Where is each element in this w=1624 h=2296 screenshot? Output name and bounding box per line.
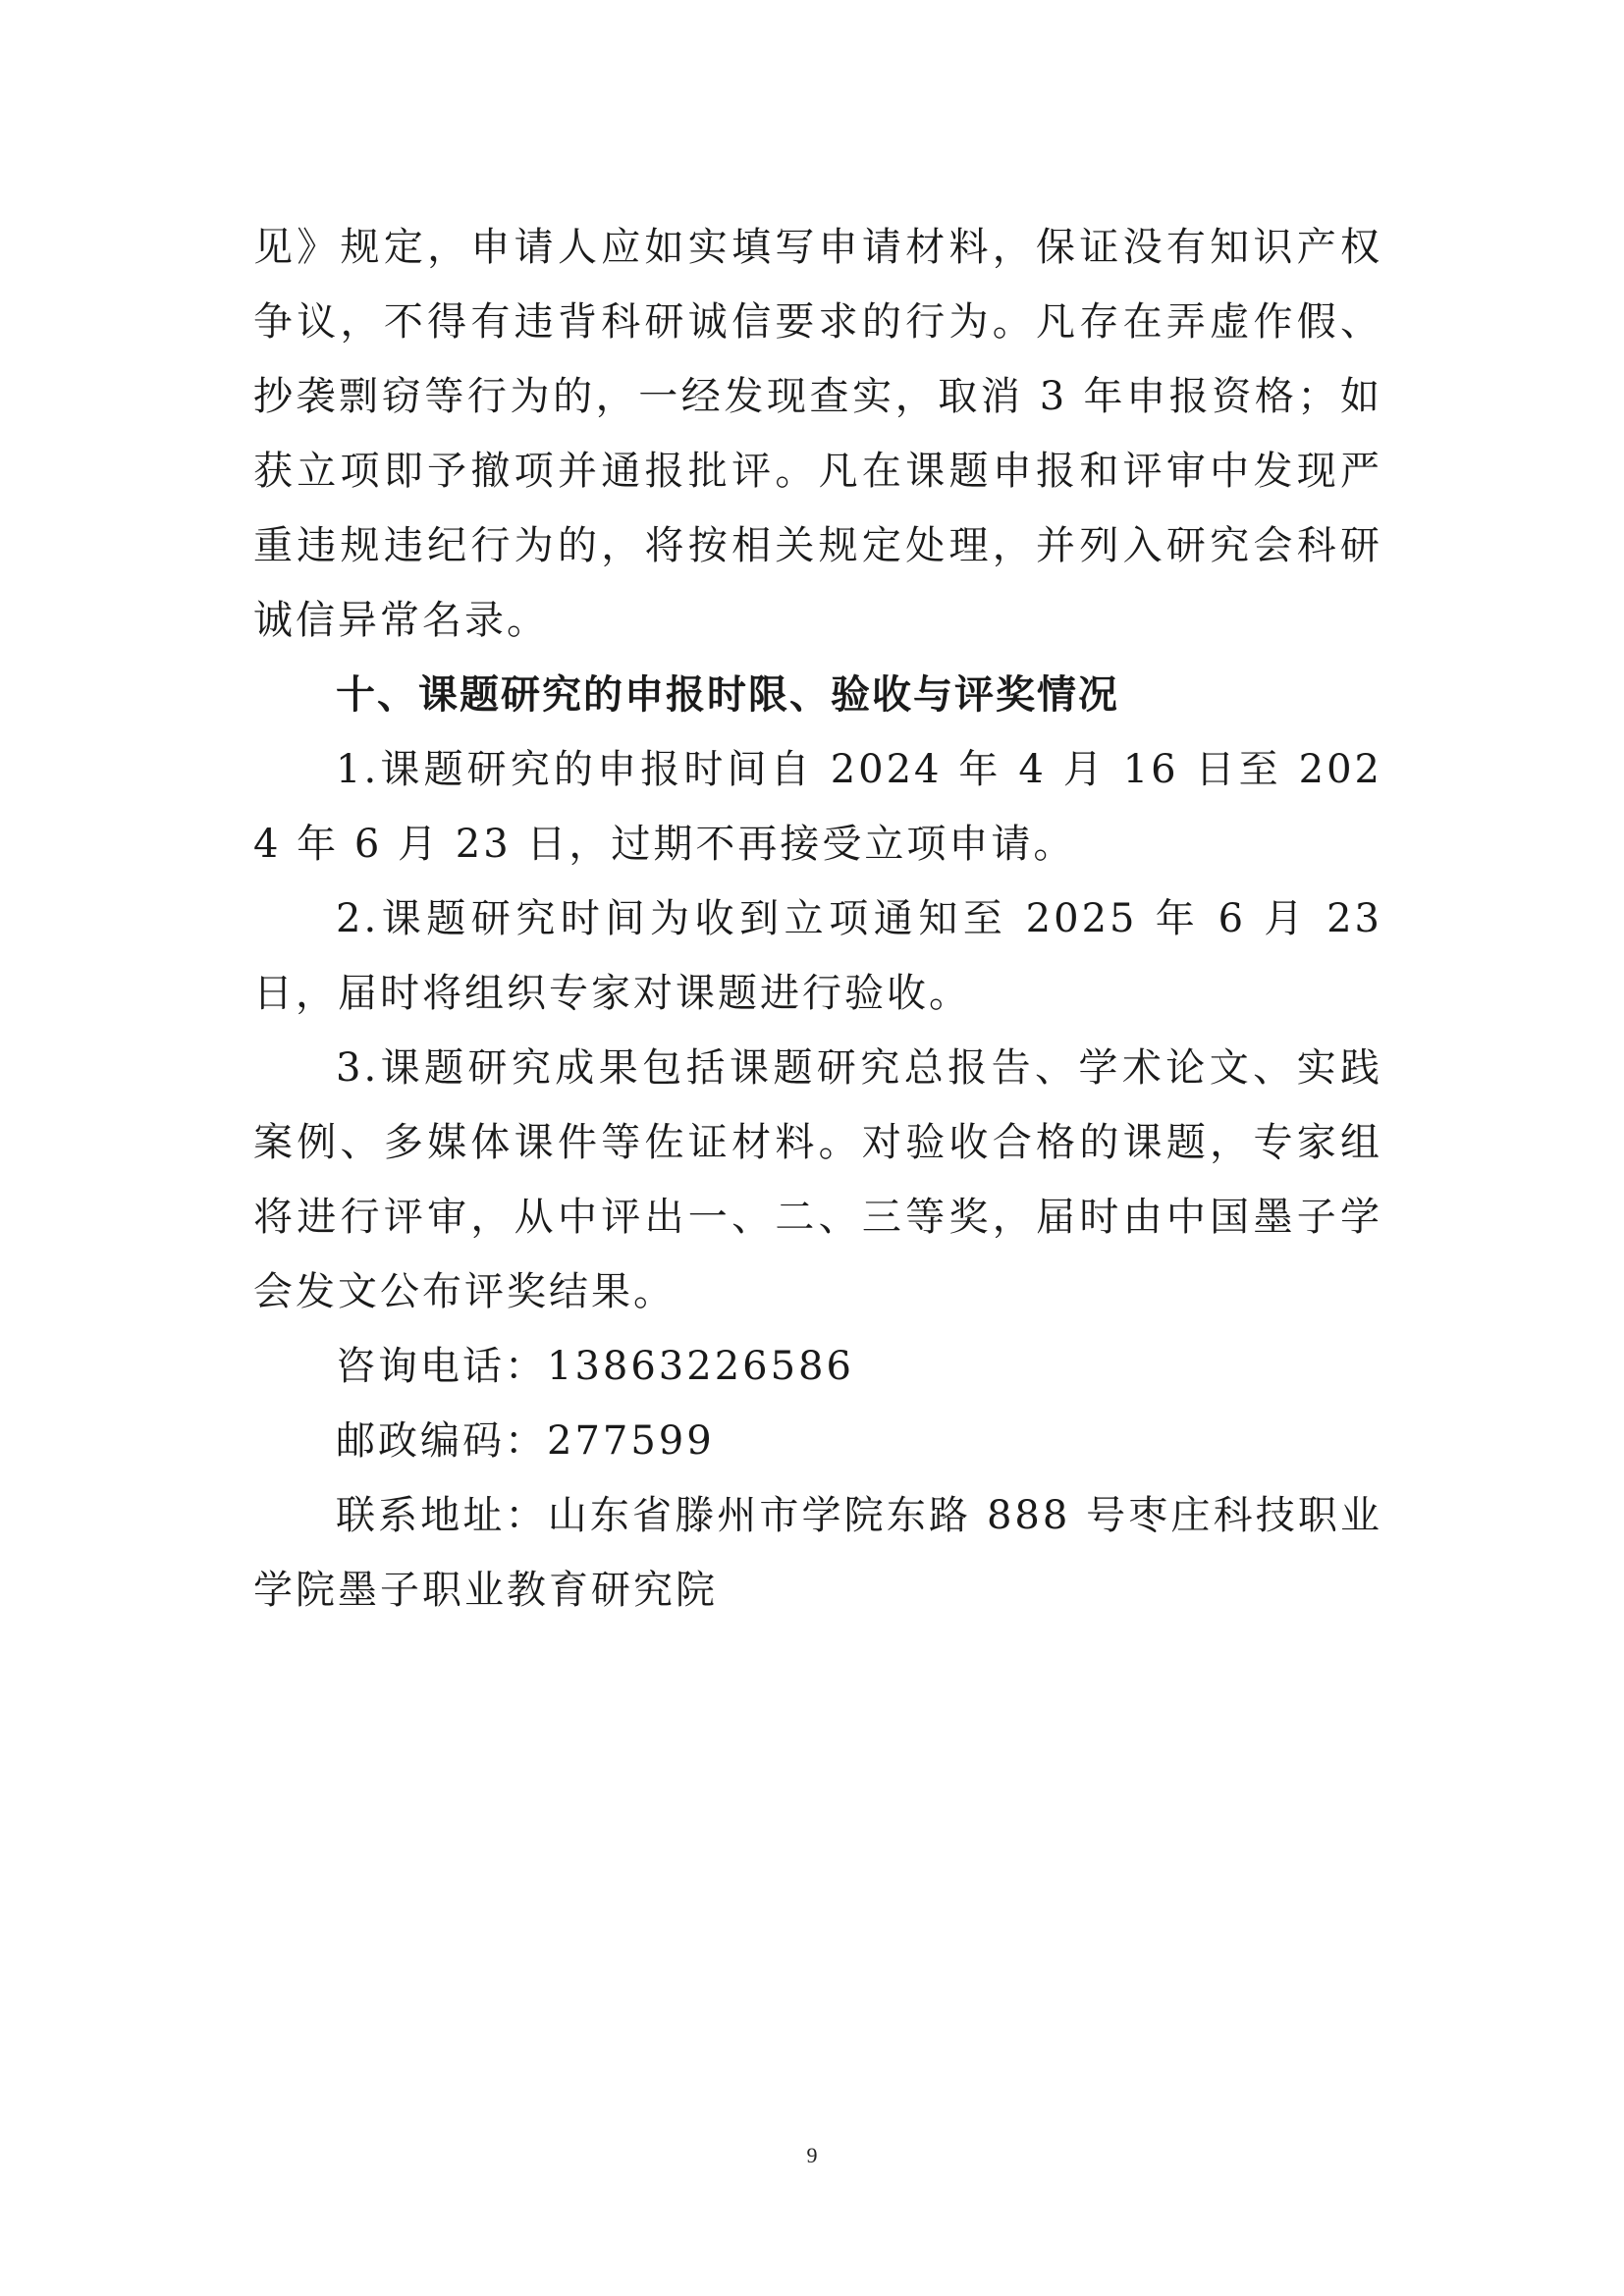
contact-postcode: 邮政编码：277599 [336,1418,715,1464]
paragraph-research-period: 2.课题研究时间为收到立项通知至 2025 年 6 月 23 日，届时将组织专家对课题进行验收。 [253,896,1382,1016]
section-heading-ten: 十、课题研究的申报时限、验收与评奖情况 [336,672,1119,718]
page-number: 9 [806,2143,818,2167]
paragraph-integrity-statement: 见》规定，申请人应如实填写申请材料，保证没有知识产权争议，不得有违背科研诚信要求的行为。凡存在弄虚作假、抄袭剽窃等行为的，一经发现查实，取消 3 年申报资格；如获立项即予撤项并通报批评。凡在课题申报和评审中发现严重违规违纪行为的，将按相关规定处理，并列入研究会科研诚信异常名录。 [253,225,1382,643]
paragraph-application-period: 1.课题研究的申报时间自 2024 年 4 月 16 日至 2024 年 6 月 23 日，过期不再接受立项申请。 [253,747,1382,867]
paragraph-research-outcomes: 3.课题研究成果包括课题研究总报告、学术论文、实践案例、多媒体课件等佐证材料。对验收合格的课题，专家组将进行评审，从中评出一、二、三等奖，届时由中国墨子学会发文公布评奖结果。 [253,1045,1382,1314]
contact-address: 联系地址：山东省滕州市学院东路 888 号枣庄科技职业学院墨子职业教育研究院 [253,1493,1382,1613]
document-body [253,210,1382,1628]
contact-phone: 咨询电话：13863226586 [336,1344,854,1389]
